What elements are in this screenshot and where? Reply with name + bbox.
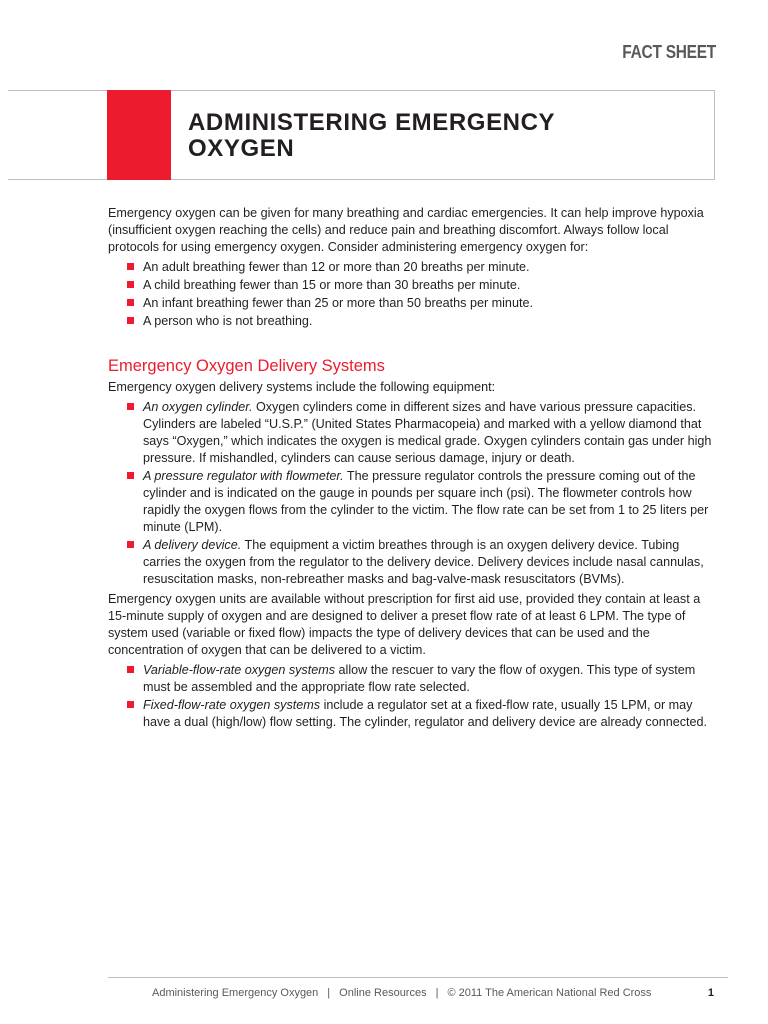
footer-copyright: © 2011 The American National Red Cross: [447, 987, 652, 999]
intro-bullet-list: [108, 259, 718, 330]
red-accent-block: [107, 90, 171, 180]
red-square-bullet-icon: [127, 317, 134, 324]
list-item: Fixed-flow-rate oxygen systems include a regulator set at a fixed-flow rate, usually 15 LPM, or may have a dual (high/low) flow setting. The cylinder, regulator and delivery device are already connected.: [127, 697, 718, 731]
red-square-bullet-icon: [127, 541, 134, 548]
footer-separator: |: [435, 987, 439, 999]
section-intro: Emergency oxygen delivery systems include the following equipment:: [108, 380, 496, 394]
units-paragraph: Emergency oxygen units are available without prescription for first aid use, provided they contain at least a 15-minute supply of oxygen and are designed to deliver a preset flow rate of at least 6 LPM. The type of system used (variable or fixed flow) impacts the type of delivery devices that can be used and the concentration of oxygen that can be delivered to a victim.: [108, 592, 701, 657]
list-item: Variable-flow-rate oxygen systems allow the rescuer to vary the flow of oxygen. This type of system must be assembled and the appropriate flow rate selected.: [127, 662, 718, 696]
list-item: An oxygen cylinder. Oxygen cylinders come in different sizes and have various pressure capacities. Cylinders are labeled “U.S.P.” (United States Pharmacopeia) and marked with a yellow diamond that says “Oxygen,” which indicates the oxygen is medical grade. Oxygen cylinders contain gas under high pressure. If mishandled, cylinders can cause serious damage, injury or death.: [127, 399, 718, 467]
footer-separator: |: [327, 987, 331, 999]
red-square-bullet-icon: [127, 666, 134, 673]
page-title: [188, 110, 555, 162]
title-line-1: ADMINISTERING EMERGENCY: [188, 109, 556, 136]
footer-title: Administering Emergency Oxygen: [152, 987, 319, 999]
red-square-bullet-icon: [127, 263, 134, 270]
intro-paragraph: Emergency oxygen can be given for many breathing and cardiac emergencies. It can help improve hypoxia (insufficient oxygen reaching the cells) and reduce pain and breathing discomfort. Always follow local protocols for using emergency oxygen. Consider administering emergency oxygen for:: [108, 206, 704, 254]
list-item: An infant breathing fewer than 25 or more than 50 breaths per minute.: [127, 295, 718, 312]
footer-divider: [108, 977, 728, 978]
document-body: [108, 205, 718, 732]
list-item: A child breathing fewer than 15 or more than 30 breaths per minute.: [127, 277, 718, 294]
list-item: A delivery device. The equipment a victim breathes through is an oxygen delivery device. Tubing carries the oxygen from the regulator to the delivery device. Delivery devices include nasal cannulas, resuscitation masks, non-rebreather masks and bag-valve-mask resuscitators (BVMs).: [127, 537, 718, 588]
red-square-bullet-icon: [127, 472, 134, 479]
red-square-bullet-icon: [127, 701, 134, 708]
page-number: 1: [707, 987, 714, 999]
title-line-2: OXYGEN: [188, 135, 295, 162]
list-item: A pressure regulator with flowmeter. The pressure regulator controls the pressure coming out of the cylinder and is indicated on the gauge in pounds per square inch (psi). The flowmeter controls how rapidly the oxygen flows from the cylinder to the victim. The flow rate can be set from 1 to 25 liters per minute (LPM).: [127, 468, 718, 536]
list-item: An adult breathing fewer than 12 or more than 20 breaths per minute.: [127, 259, 718, 276]
equipment-bullet-list: [108, 399, 718, 588]
footer-resources: Online Resources: [339, 987, 427, 999]
red-square-bullet-icon: [127, 281, 134, 288]
fact-sheet-label: FACT SHEET: [622, 42, 716, 62]
red-square-bullet-icon: [127, 299, 134, 306]
list-item: A person who is not breathing.: [127, 313, 718, 330]
system-types-bullet-list: [108, 662, 718, 731]
footer: [152, 987, 651, 999]
red-square-bullet-icon: [127, 403, 134, 410]
section-heading: Emergency Oxygen Delivery Systems: [108, 357, 385, 375]
